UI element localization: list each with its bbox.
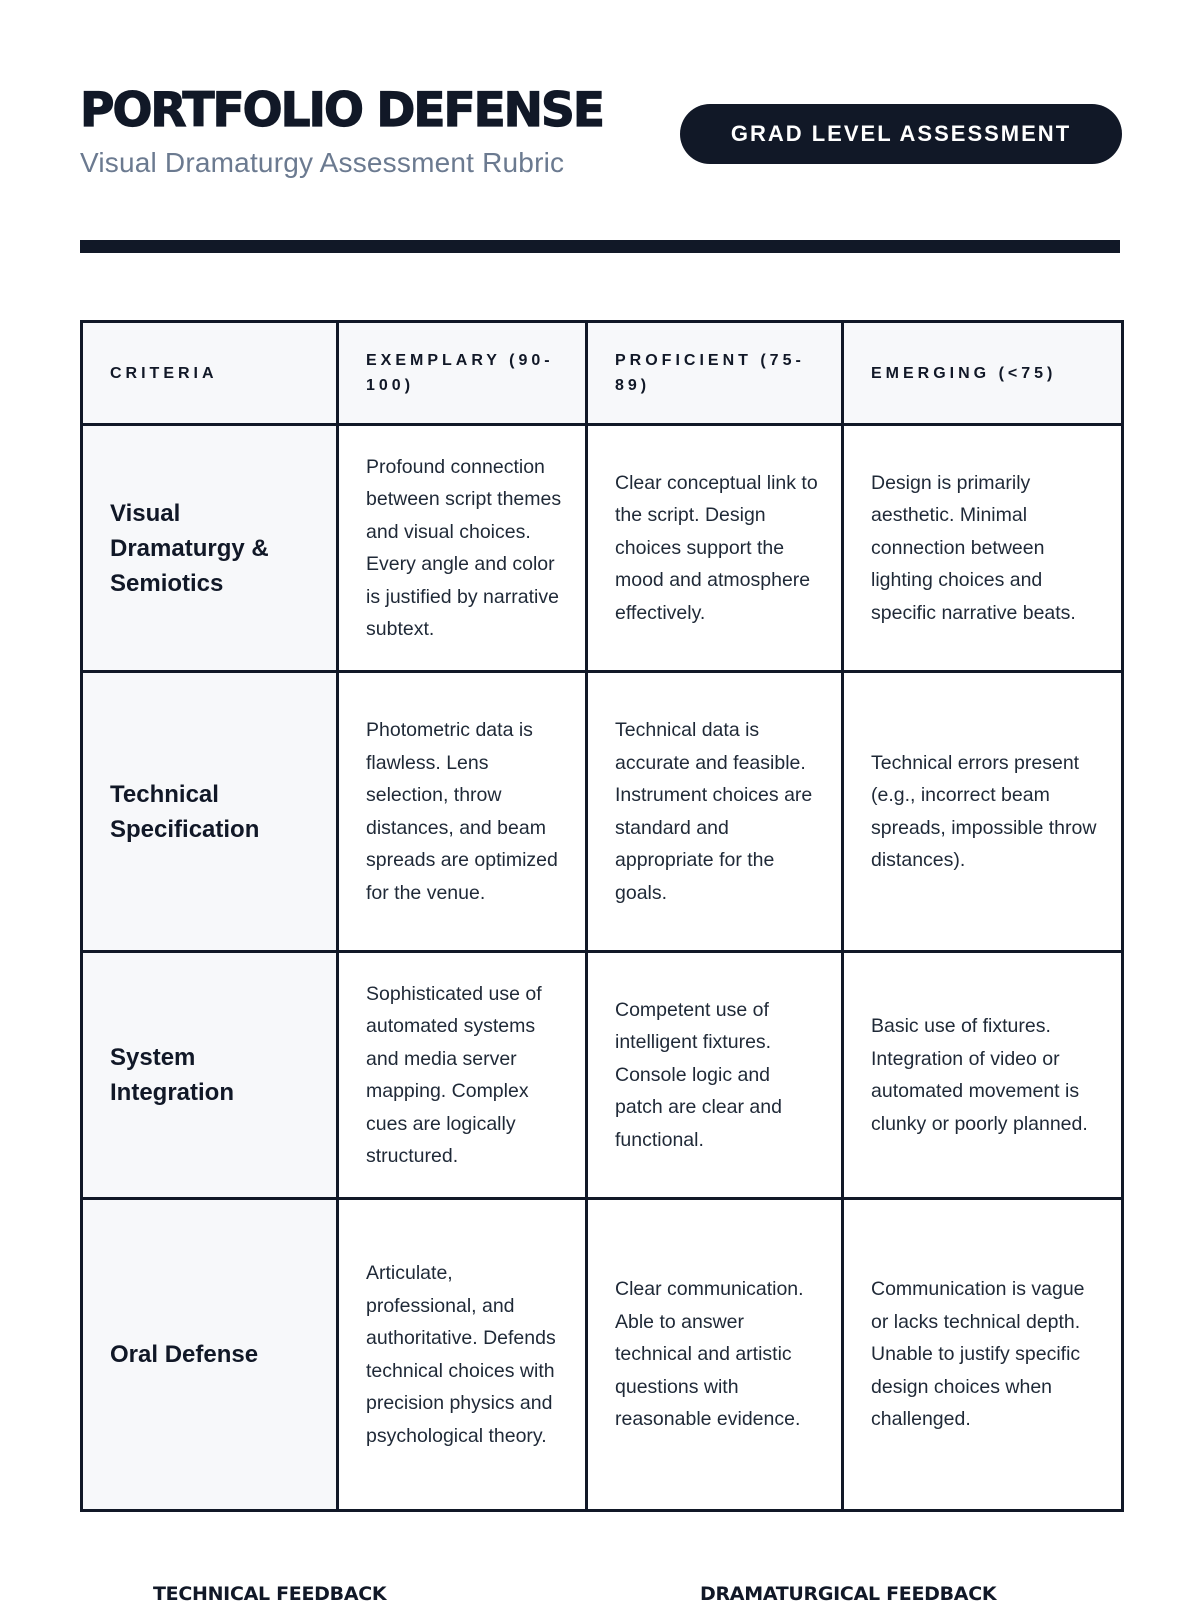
exemplary-cell: Articulate, professional, and authoritative. Defends technical choices with precision physics and psychological theory. (338, 1199, 587, 1511)
assessment-level-badge: GRAD LEVEL ASSESSMENT (680, 104, 1122, 164)
criteria-cell: Visual Dramaturgy & Semiotics (82, 425, 338, 672)
exemplary-cell: Profound connection between script themes and visual choices. Every angle and color is justified by narrative subtext. (338, 425, 587, 672)
column-header-proficient: PROFICIENT (75-89) (587, 322, 843, 425)
criteria-cell: Technical Specification (82, 672, 338, 952)
page-title: PORTFOLIO DEFENSE (80, 83, 603, 138)
emerging-cell: Communication is vague or lacks technical depth. Unable to justify specific design choices when challenged. (843, 1199, 1123, 1511)
proficient-cell: Clear communication. Able to answer technical and artistic questions with reasonable evidence. (587, 1199, 843, 1511)
exemplary-cell: Photometric data is flawless. Lens selection, throw distances, and beam spreads are optimized for the venue. (338, 672, 587, 952)
emerging-cell: Design is primarily aesthetic. Minimal connection between lighting choices and specific narrative beats. (843, 425, 1123, 672)
header-divider (80, 240, 1120, 253)
column-header-emerging: EMERGING (<75) (843, 322, 1123, 425)
rubric-header-row (82, 322, 1123, 425)
criteria-cell: Oral Defense (82, 1199, 338, 1511)
column-header-exemplary: EXEMPLARY (90-100) (338, 322, 587, 425)
proficient-cell: Clear conceptual link to the script. Design choices support the mood and atmosphere effectively. (587, 425, 843, 672)
rubric-row-oral-defense (82, 1199, 1123, 1511)
rubric-row-technical-specification (82, 672, 1123, 952)
proficient-cell: Technical data is accurate and feasible. Instrument choices are standard and appropriate for the goals. (587, 672, 843, 952)
dramaturgical-feedback-heading: DRAMATURGICAL FEEDBACK (700, 1583, 997, 1605)
emerging-cell: Basic use of fixtures. Integration of video or automated movement is clunky or poorly planned. (843, 952, 1123, 1199)
exemplary-cell: Sophisticated use of automated systems and media server mapping. Complex cues are logically structured. (338, 952, 587, 1199)
rubric-row-system-integration (82, 952, 1123, 1199)
column-header-criteria: CRITERIA (82, 322, 338, 425)
technical-feedback-heading: TECHNICAL FEEDBACK (153, 1583, 387, 1605)
rubric-row-visual-dramaturgy (82, 425, 1123, 672)
rubric-table (80, 320, 1124, 1512)
page-subtitle: Visual Dramaturgy Assessment Rubric (80, 147, 565, 178)
proficient-cell: Competent use of intelligent fixtures. Console logic and patch are clear and functional. (587, 952, 843, 1199)
emerging-cell: Technical errors present (e.g., incorrect beam spreads, impossible throw distances). (843, 672, 1123, 952)
page-header (80, 82, 1120, 192)
criteria-cell: System Integration (82, 952, 338, 1199)
